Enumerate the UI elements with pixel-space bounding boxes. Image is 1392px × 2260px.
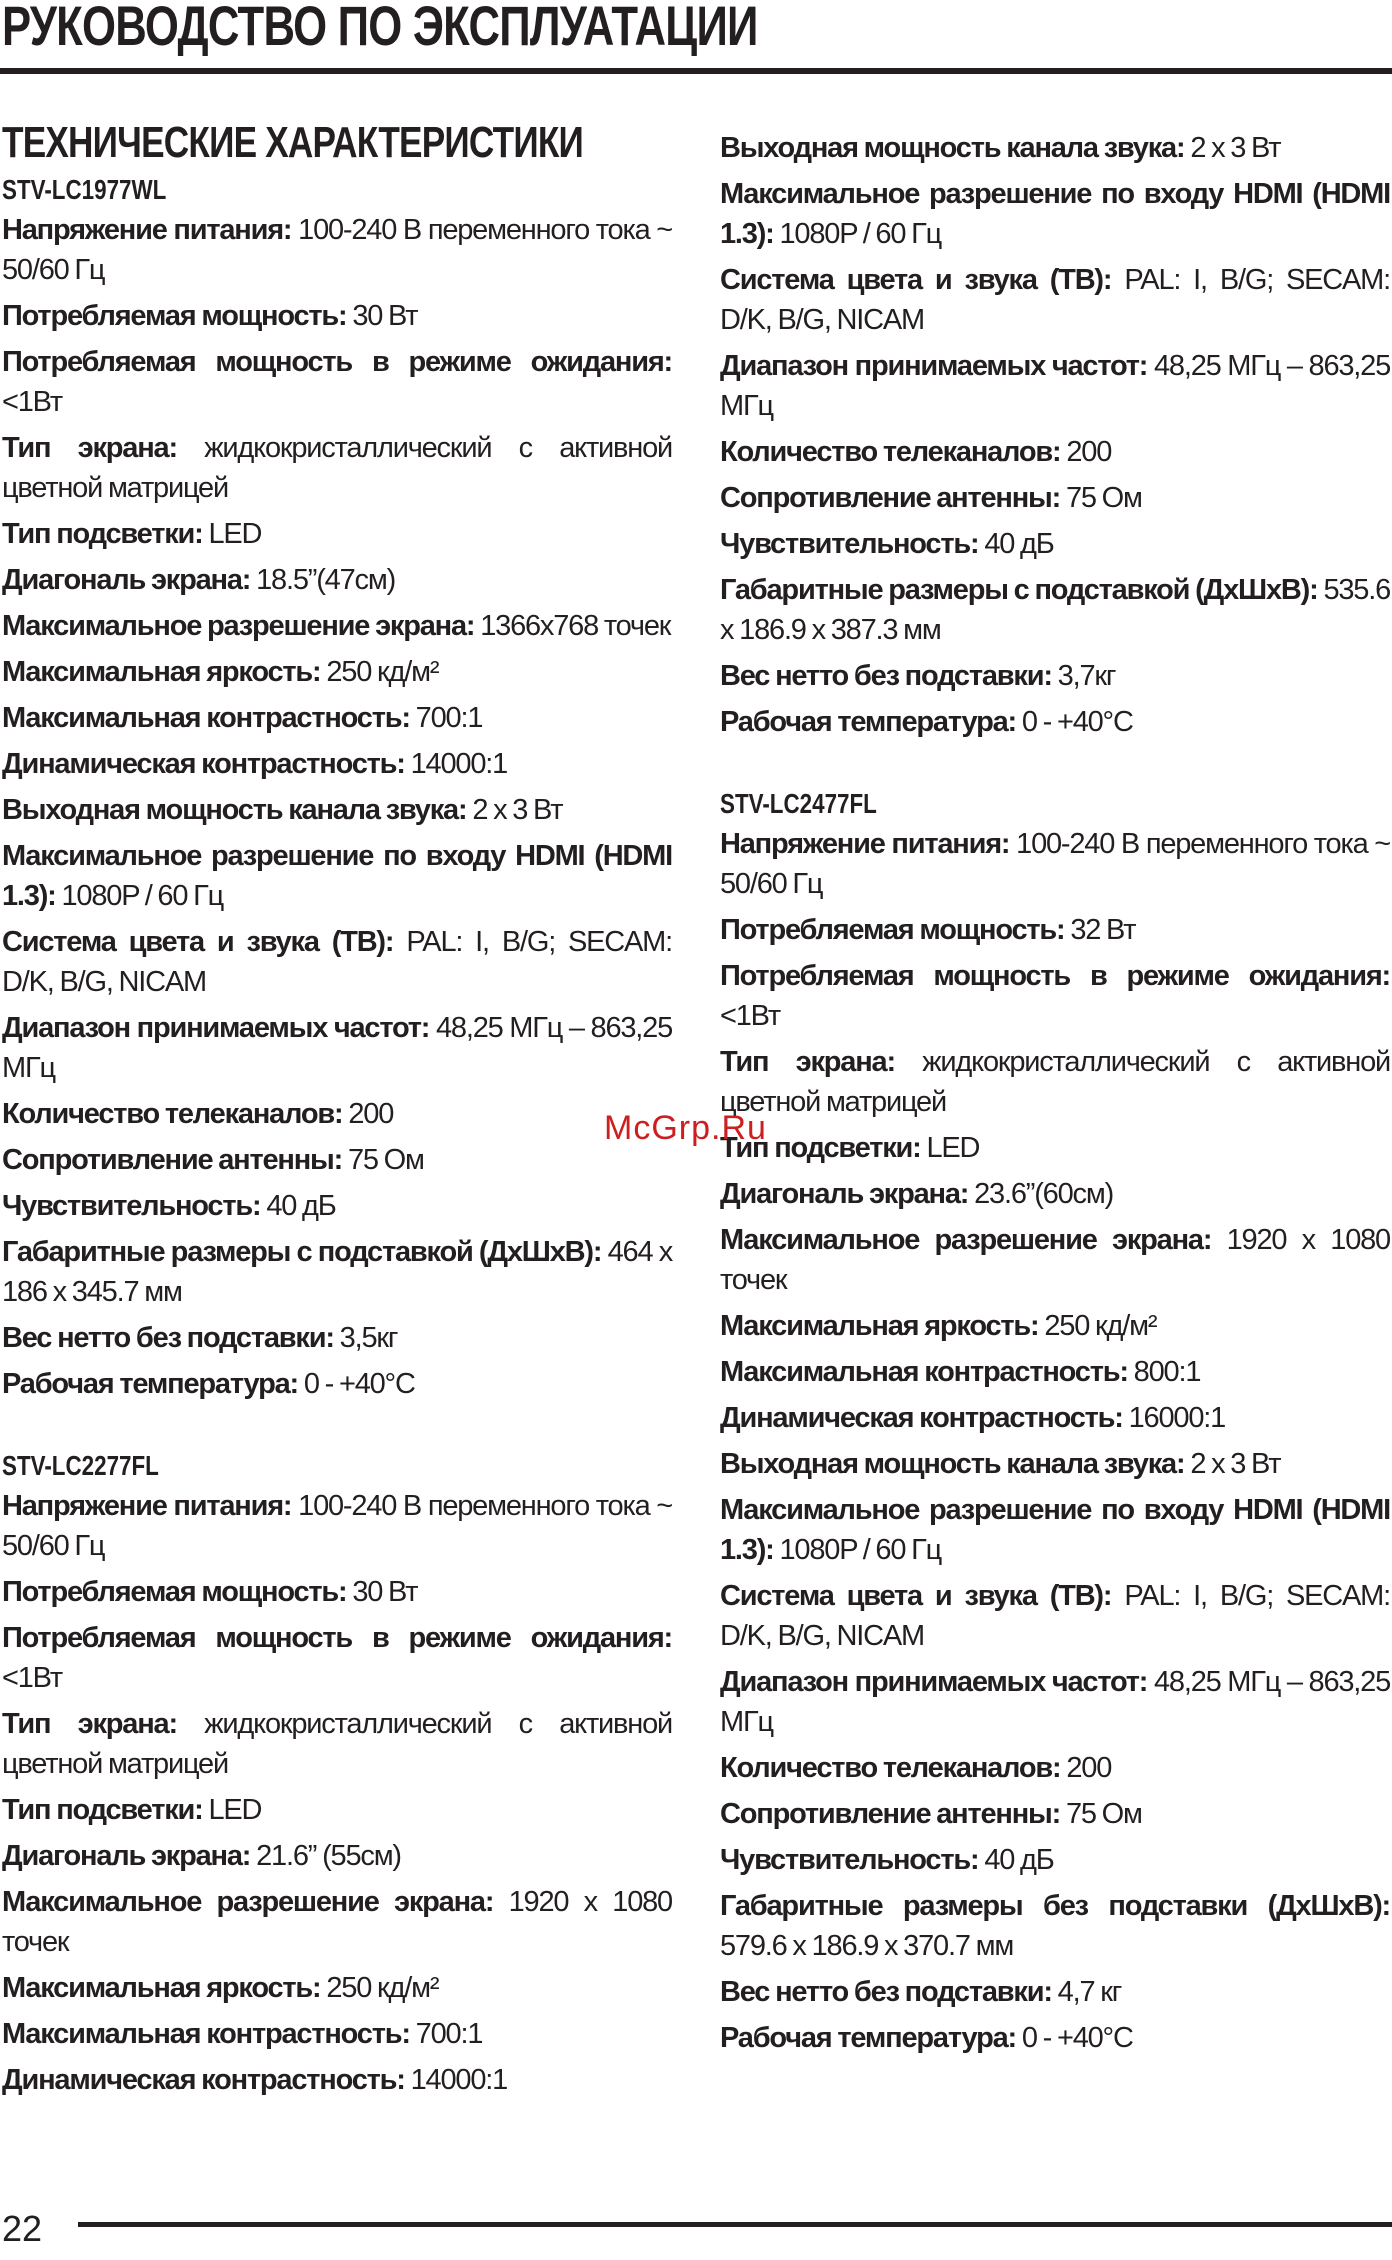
spec-row	[720, 1886, 1390, 1966]
spec-row	[2, 1836, 672, 1876]
spec-row	[720, 1174, 1390, 1214]
spec-value: жидкокристаллический с активной цветной матрицей	[720, 1046, 1390, 1118]
spec-value: 200	[348, 1098, 394, 1130]
spec-row	[720, 2018, 1390, 2058]
spec-row	[2, 1572, 672, 1612]
spec-value: жидкокристаллический с активной цветной матрицей	[2, 1708, 672, 1780]
spec-value: 32 Вт	[1070, 914, 1136, 946]
page-title: РУКОВОДСТВО ПО ЭКСПЛУАТАЦИИ	[2, 0, 758, 57]
spec-row	[720, 1662, 1390, 1742]
spec-label: Система цвета и звука (ТВ):	[2, 926, 394, 958]
spec-label: Максимальная яркость:	[720, 1310, 1039, 1342]
spec-label: Тип экрана:	[2, 1708, 177, 1740]
spec-row	[2, 1618, 672, 1698]
spec-label: Диапазон принимаемых частот:	[2, 1012, 430, 1044]
spec-row	[2, 342, 672, 422]
spec-row	[2, 790, 672, 830]
spec-row	[720, 1398, 1390, 1438]
spec-label: Диагональ экрана:	[2, 564, 251, 596]
spec-label: Потребляемая мощность:	[720, 914, 1065, 946]
page-header	[0, 0, 1392, 74]
spec-row	[2, 1704, 672, 1784]
spec-value: 4,7 кг	[1057, 1976, 1122, 2008]
spec-value: 40 дБ	[984, 528, 1054, 560]
spec-row	[2, 296, 672, 336]
spec-value: 100-240 В переменного тока ~ 50/60 Гц	[2, 214, 672, 286]
spec-label: Потребляемая мощность в режиме ожидания:	[2, 346, 672, 378]
spec-label: Динамическая контрастность:	[720, 1402, 1123, 1434]
spec-row	[2, 428, 672, 508]
spec-label: Напряжение питания:	[720, 828, 1010, 860]
spec-label: Динамическая контрастность:	[2, 748, 405, 780]
spec-label: Максимальная контрастность:	[2, 2018, 410, 2050]
model-name-stv-lc2477fl: STV-LC2477FL	[720, 788, 877, 819]
spec-row	[2, 922, 672, 1002]
spec-row	[2, 836, 672, 916]
spec-label: Потребляемая мощность в режиме ожидания:	[720, 960, 1390, 992]
spec-label: Выходная мощность канала звука:	[720, 1448, 1185, 1480]
spec-label: Количество телеканалов:	[720, 1752, 1061, 1784]
spec-row	[720, 1490, 1390, 1570]
spec-row	[720, 910, 1390, 950]
spec-label: Тип подсветки:	[2, 1794, 203, 1826]
spec-row	[720, 1748, 1390, 1788]
spec-value: 100-240 В переменного тока ~ 50/60 Гц	[2, 1490, 672, 1562]
spec-label: Максимальное разрешение экрана:	[2, 610, 475, 642]
spec-label: Количество телеканалов:	[720, 436, 1061, 468]
spec-label: Система цвета и звука (ТВ):	[720, 1580, 1112, 1612]
spec-value: 1920 x 1080 точек	[720, 1224, 1390, 1296]
spec-value: 100-240 В переменного тока ~ 50/60 Гц	[720, 828, 1390, 900]
spec-value: 0 - +40°C	[303, 1368, 415, 1400]
spec-value: PAL: I, B/G; SECAM: D/K, B/G, NICAM	[2, 926, 672, 998]
spec-row	[720, 346, 1390, 426]
spec-label: Вес нетто без подставки:	[2, 1322, 334, 1354]
spec-value: 30 Вт	[352, 1576, 418, 1608]
spec-label: Диапазон принимаемых частот:	[720, 1666, 1148, 1698]
spec-label: Рабочая температура:	[720, 706, 1016, 738]
spec-label: Выходная мощность канала звука:	[720, 132, 1185, 164]
spec-value: 75 Ом	[1065, 482, 1142, 514]
spec-list-stv-lc2277fl-part1	[2, 1486, 672, 2100]
spec-value: 464 x 186 x 345.7 мм	[2, 1236, 672, 1308]
spec-value: LED	[208, 518, 262, 550]
spec-value: PAL: I, B/G; SECAM: D/K, B/G, NICAM	[720, 1580, 1390, 1652]
spec-row	[2, 2060, 672, 2100]
spec-value: 1080P / 60 Гц	[779, 1534, 942, 1566]
spec-value: 1080P / 60 Гц	[61, 880, 224, 912]
spec-label: Диагональ экрана:	[720, 1178, 969, 1210]
spec-row	[2, 698, 672, 738]
spec-row	[720, 1220, 1390, 1300]
model-name-stv-lc2277fl: STV-LC2277FL	[2, 1450, 159, 1481]
spec-label: Динамическая контрастность:	[2, 2064, 405, 2096]
spec-value: 535.6 x 186.9 x 387.3 мм	[720, 574, 1391, 646]
model-name-stv-lc1977wl: STV-LC1977WL	[2, 174, 167, 205]
spec-label: Максимальное разрешение по входу HDMI (HDMI 1.3):	[720, 178, 1390, 250]
spec-row	[2, 560, 672, 600]
spec-label: Диагональ экрана:	[2, 1840, 251, 1872]
spec-value: 2 x 3 Вт	[472, 794, 563, 826]
spec-value: 3,5кг	[339, 1322, 398, 1354]
spec-row	[720, 1794, 1390, 1834]
spec-label: Максимальная яркость:	[2, 1972, 321, 2004]
spec-value: 48,25 МГц – 863,25 МГц	[2, 1012, 673, 1084]
spec-row	[720, 702, 1390, 742]
spec-row	[2, 1094, 672, 1134]
spec-value: 2 x 3 Вт	[1190, 1448, 1281, 1480]
spec-label: Габаритные размеры с подставкой (ДхШхВ):	[2, 1236, 602, 1268]
spec-row	[720, 478, 1390, 518]
spec-label: Габаритные размеры без подставки (ДхШхВ):	[720, 1890, 1390, 1922]
spec-value: 800:1	[1133, 1356, 1201, 1388]
spec-value: 250 кд/м²	[326, 656, 439, 688]
spec-label: Максимальное разрешение экрана:	[2, 1886, 494, 1918]
spec-label: Чувствительность:	[2, 1190, 261, 1222]
spec-row	[2, 1882, 672, 1962]
spec-label: Максимальная контрастность:	[2, 702, 410, 734]
spec-label: Тип экрана:	[2, 432, 177, 464]
spec-value: 700:1	[415, 2018, 483, 2050]
spec-value: 200	[1066, 1752, 1112, 1784]
spec-value: 250 кд/м²	[1044, 1310, 1157, 1342]
left-column	[2, 118, 672, 2106]
spec-value: 75 Ом	[1065, 1798, 1142, 1830]
right-column	[720, 128, 1390, 2064]
spec-row	[2, 1790, 672, 1830]
spec-value: 16000:1	[1128, 1402, 1226, 1434]
spec-row	[2, 1232, 672, 1312]
spec-value: 250 кд/м²	[326, 1972, 439, 2004]
spec-label: Максимальное разрешение по входу HDMI (HDMI 1.3):	[720, 1494, 1390, 1566]
spec-value: 40 дБ	[984, 1844, 1054, 1876]
spec-value: <1Вт	[720, 1000, 780, 1032]
spec-row	[2, 1968, 672, 2008]
spec-value: 579.6 x 186.9 x 370.7 мм	[720, 1930, 1014, 1962]
spec-value: 14000:1	[410, 748, 508, 780]
section-spacer	[720, 748, 1390, 784]
spec-row	[2, 1140, 672, 1180]
spec-row	[2, 2014, 672, 2054]
spec-label: Потребляемая мощность в режиме ожидания:	[2, 1622, 672, 1654]
spec-value: 75 Ом	[347, 1144, 424, 1176]
spec-row	[2, 652, 672, 692]
spec-value: 48,25 МГц – 863,25 МГц	[720, 350, 1391, 422]
spec-row	[720, 1444, 1390, 1484]
spec-label: Сопротивление антенны:	[720, 482, 1061, 514]
spec-value: LED	[208, 1794, 262, 1826]
spec-value: 1920 x 1080 точек	[2, 1886, 672, 1958]
spec-row	[2, 744, 672, 784]
spec-value: <1Вт	[2, 386, 62, 418]
spec-label: Максимальное разрешение экрана:	[720, 1224, 1212, 1256]
spec-value: 23.6”(60см)	[974, 1178, 1114, 1210]
spec-label: Напряжение питания:	[2, 1490, 292, 1522]
spec-label: Тип подсветки:	[720, 1132, 921, 1164]
spec-list-stv-lc2477fl	[720, 824, 1390, 2058]
spec-label: Выходная мощность канала звука:	[2, 794, 467, 826]
spec-row	[720, 570, 1390, 650]
spec-label: Система цвета и звука (ТВ):	[720, 264, 1112, 296]
spec-value: 2 x 3 Вт	[1190, 132, 1281, 164]
spec-value: 1366x768 точек	[480, 610, 671, 642]
spec-value: 200	[1066, 436, 1112, 468]
section-spacer	[2, 1410, 672, 1446]
spec-label: Тип экрана:	[720, 1046, 895, 1078]
spec-label: Чувствительность:	[720, 528, 979, 560]
spec-row	[720, 824, 1390, 904]
spec-row	[2, 514, 672, 554]
spec-row	[720, 1840, 1390, 1880]
spec-value: PAL: I, B/G; SECAM: D/K, B/G, NICAM	[720, 264, 1390, 336]
spec-row	[2, 1364, 672, 1404]
spec-label: Габаритные размеры с подставкой (ДхШхВ):	[720, 574, 1318, 606]
spec-row	[2, 210, 672, 290]
spec-list-stv-lc1977wl	[2, 210, 672, 1404]
spec-row	[720, 260, 1390, 340]
spec-label: Напряжение питания:	[2, 214, 292, 246]
watermark-text: McGrp.Ru	[604, 1109, 767, 1147]
spec-label: Максимальная контрастность:	[720, 1356, 1128, 1388]
footer-rule	[78, 2222, 1392, 2227]
spec-label: Количество телеканалов:	[2, 1098, 343, 1130]
spec-label: Вес нетто без подставки:	[720, 1976, 1052, 2008]
spec-label: Максимальное разрешение по входу HDMI (HDMI 1.3):	[2, 840, 672, 912]
spec-list-stv-lc2277fl-part2	[720, 128, 1390, 742]
spec-label: Сопротивление антенны:	[2, 1144, 343, 1176]
spec-label: Потребляемая мощность:	[2, 300, 347, 332]
spec-row	[2, 606, 672, 646]
spec-value: 14000:1	[410, 2064, 508, 2096]
page-number: 22	[2, 2208, 43, 2249]
spec-value: LED	[926, 1132, 980, 1164]
spec-row	[720, 656, 1390, 696]
spec-value: 30 Вт	[352, 300, 418, 332]
spec-value: 48,25 МГц – 863,25 МГц	[720, 1666, 1391, 1738]
page-footer	[0, 2205, 1392, 2260]
spec-row	[720, 432, 1390, 472]
spec-value: 1080P / 60 Гц	[779, 218, 942, 250]
spec-label: Сопротивление антенны:	[720, 1798, 1061, 1830]
spec-value: 40 дБ	[266, 1190, 336, 1222]
spec-row	[720, 1972, 1390, 2012]
spec-label: Рабочая температура:	[720, 2022, 1016, 2054]
spec-value: 0 - +40°C	[1021, 2022, 1133, 2054]
spec-row	[720, 1128, 1390, 1168]
spec-label: Тип подсветки:	[2, 518, 203, 550]
spec-row	[720, 128, 1390, 168]
spec-row	[720, 174, 1390, 254]
spec-value: 0 - +40°C	[1021, 706, 1133, 738]
header-rule	[0, 68, 1392, 74]
spec-label: Рабочая температура:	[2, 1368, 298, 1400]
spec-label: Максимальная яркость:	[2, 656, 321, 688]
spec-label: Диапазон принимаемых частот:	[720, 350, 1148, 382]
spec-value: <1Вт	[2, 1662, 62, 1694]
spec-label: Чувствительность:	[720, 1844, 979, 1876]
spec-row	[720, 524, 1390, 564]
spec-value: 3,7кг	[1057, 660, 1116, 692]
spec-row	[720, 1352, 1390, 1392]
spec-row	[720, 1042, 1390, 1122]
spec-row	[720, 1576, 1390, 1656]
section-title: ТЕХНИЧЕСКИЕ ХАРАКТЕРИСТИКИ	[2, 118, 584, 167]
spec-row	[2, 1486, 672, 1566]
spec-label: Вес нетто без подставки:	[720, 660, 1052, 692]
spec-value: 21.6” (55см)	[256, 1840, 401, 1872]
spec-row	[720, 1306, 1390, 1346]
spec-row	[2, 1318, 672, 1358]
spec-row	[2, 1008, 672, 1088]
spec-value: жидкокристаллический с активной цветной матрицей	[2, 432, 672, 504]
spec-value: 700:1	[415, 702, 483, 734]
spec-label: Потребляемая мощность:	[2, 1576, 347, 1608]
spec-row	[2, 1186, 672, 1226]
spec-value: 18.5”(47см)	[256, 564, 396, 596]
spec-row	[720, 956, 1390, 1036]
